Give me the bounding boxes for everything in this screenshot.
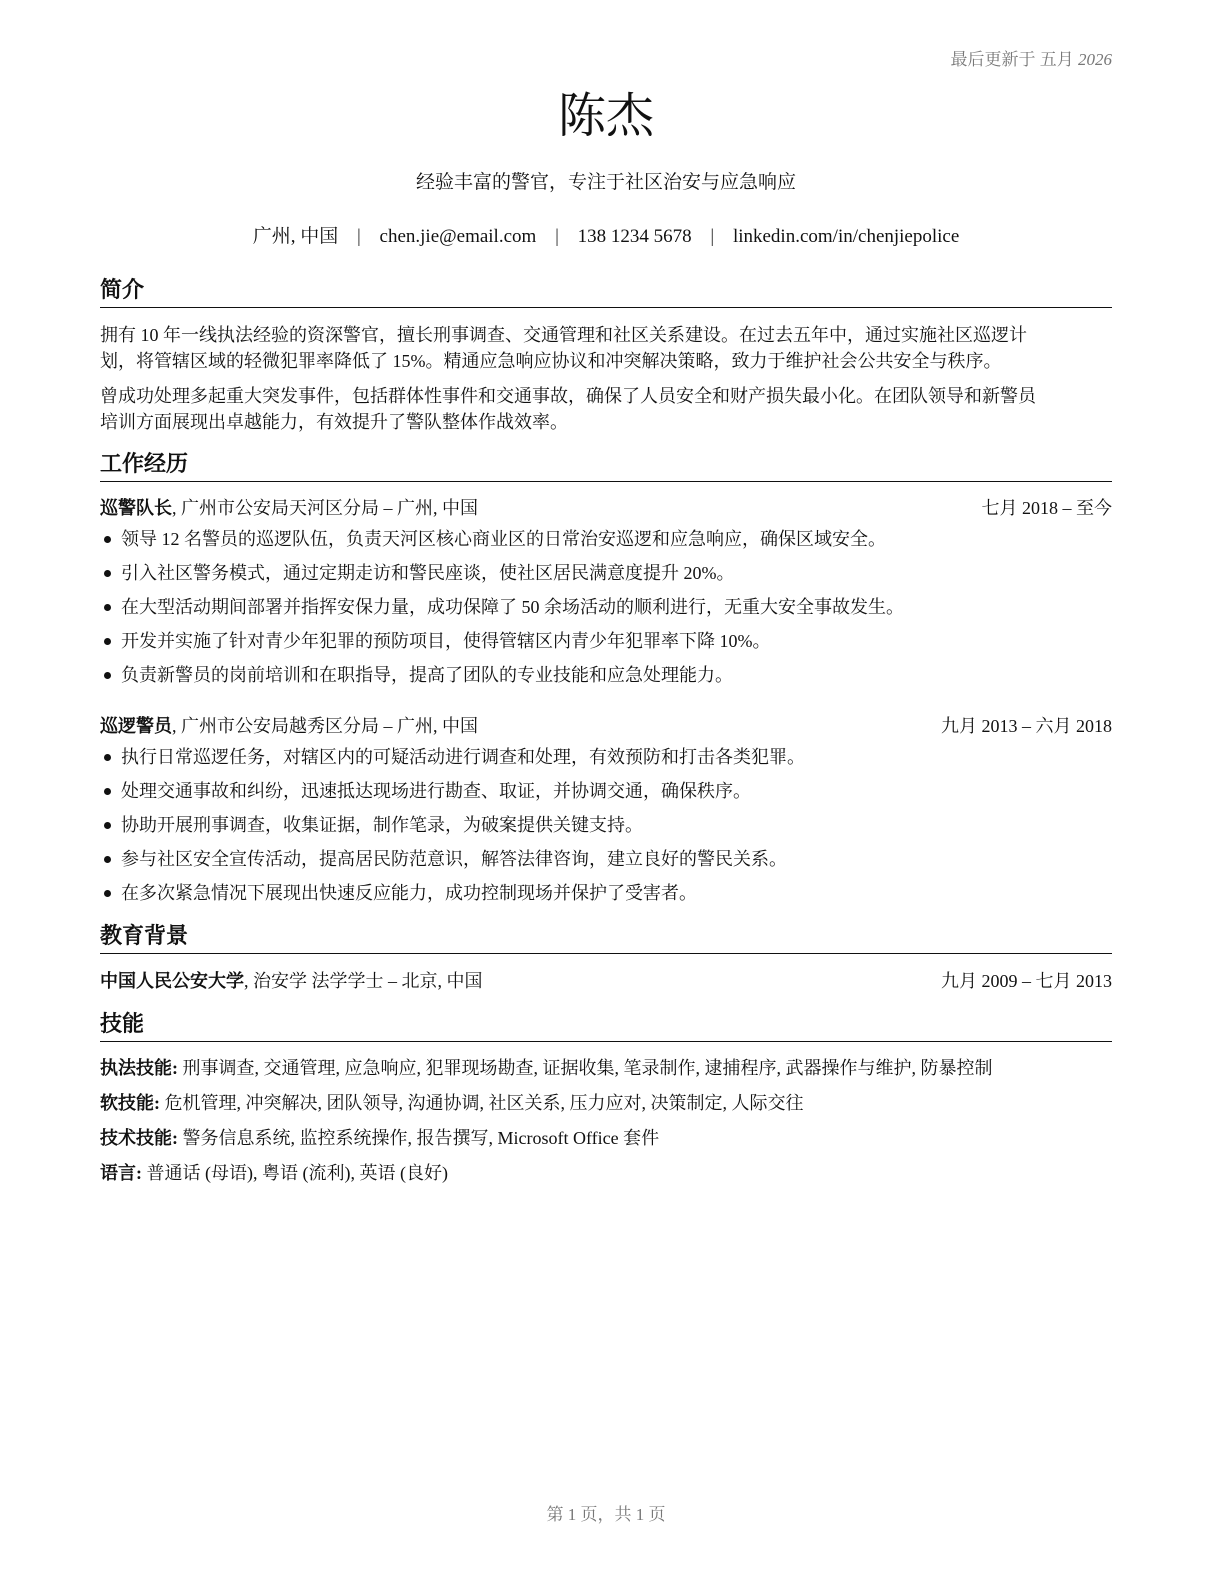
education-entry: [100, 967, 1112, 995]
job-org: , 广州市公安局越秀区分局 – 广州, 中国: [172, 716, 478, 736]
last-updated: [951, 45, 1113, 70]
resume-page: [100, 0, 1112, 1584]
list-item: 协助开展刑事调查，收集证据，制作笔录，为破案提供关键支持。: [100, 810, 1112, 844]
updated-month: 五月: [1039, 50, 1074, 69]
skill-label: 技术技能:: [100, 1128, 178, 1148]
job-header: [100, 494, 1112, 522]
summary-line: 拥有 10 年一线执法经验的资深警官，擅长刑事调查、交通管理和社区关系建设。在过去五年中，通过实施社区巡逻计: [100, 325, 1027, 345]
job-bullets: [100, 524, 1112, 694]
skill-row: [100, 1158, 1112, 1188]
skill-label: 语言:: [100, 1163, 142, 1183]
tagline: 经验丰富的警官，专注于社区治安与应急响应: [415, 172, 796, 193]
list-item: 处理交通事故和纠纷，迅速抵达现场进行勘查、取证，并协调交通，确保秩序。: [100, 776, 1112, 810]
summary-line: 划，将管辖区域的轻微犯罪率降低了 15%。精通应急响应协议和冲突解决策略，致力于维护社会公共安全与秩序。: [100, 351, 1002, 371]
updated-prefix: 最后更新于: [950, 50, 1036, 69]
list-item: 负责新警员的岗前培训和在职指导，提高了团队的专业技能和应急处理能力。: [100, 660, 1112, 694]
summary-line: 培训方面展现出卓越能力，有效提升了警队整体作战效率。: [100, 412, 568, 432]
separator: |: [356, 226, 361, 247]
section-title-experience: 工作经历: [100, 450, 1112, 482]
skill-row: [100, 1123, 1112, 1153]
phone-number: 138 1234 5678: [577, 226, 692, 247]
separator: |: [555, 226, 559, 247]
job-dates: 七月 2018 – 至今: [981, 498, 1112, 518]
skill-value: 普通话 (母语), 粤语 (流利), 英语 (良好): [142, 1163, 448, 1183]
skill-value: 危机管理, 冲突解决, 团队领导, 沟通协调, 社区关系, 压力应对, 决策制定, 人际交往: [160, 1093, 804, 1113]
job-bullets: [100, 742, 1112, 912]
summary-line: 曾成功处理多起重大突发事件，包括群体性事件和交通事故，确保了人员安全和财产损失最小化。在团队领导和新警员: [100, 386, 1036, 406]
list-item: 开发并实施了针对青少年犯罪的预防项目，使得管辖区内青少年犯罪率下降 10%。: [100, 626, 1112, 660]
job-title-org: [100, 712, 478, 740]
skill-row: [100, 1088, 1112, 1118]
list-item: 参与社区安全宣传活动，提高居民防范意识，解答法律咨询，建立良好的警民关系。: [100, 844, 1112, 878]
page-footer: 第 1 页，共 1 页: [546, 1505, 666, 1524]
section-title-education: 教育背景: [100, 922, 1112, 954]
job-org: , 广州市公安局天河区分局 – 广州, 中国: [172, 498, 478, 518]
skill-value: 刑事调查, 交通管理, 应急响应, 犯罪现场勘查, 证据收集, 笔录制作, 逮捕程序, 武器操作与维护, 防暴控制: [178, 1058, 993, 1078]
candidate-name: 陈杰: [557, 88, 654, 144]
job-title-org: [100, 494, 478, 522]
list-item: 引入社区警务模式，通过定期走访和警民座谈，使社区居民满意度提升 20%。: [100, 558, 1112, 592]
education-school-detail: [100, 967, 483, 995]
list-item: 在多次紧急情况下展现出快速反应能力，成功控制现场并保护了受害者。: [100, 878, 1112, 912]
degree-detail: , 治安学 法学学士 – 北京, 中国: [244, 971, 483, 991]
school-name: 中国人民公安大学: [100, 971, 244, 991]
updated-year: 2026: [1078, 50, 1112, 69]
job-role: 巡逻警员: [100, 716, 172, 736]
list-item: 在大型活动期间部署并指挥安保力量，成功保障了 50 余场活动的顺利进行，无重大安全事故发生。: [100, 592, 1112, 626]
job-role: 巡警队长: [100, 498, 172, 518]
location: 广州, 中国: [252, 226, 339, 247]
separator: |: [710, 226, 715, 247]
skill-label: 执法技能:: [100, 1058, 178, 1078]
contact-line: [100, 224, 1112, 250]
skill-row: [100, 1053, 1112, 1083]
section-title-skills: 技能: [100, 1010, 1112, 1042]
job-dates: 九月 2013 – 六月 2018: [941, 716, 1112, 736]
section-title-summary: 简介: [100, 276, 1112, 308]
education-dates: 九月 2009 – 七月 2013: [941, 971, 1112, 991]
email-link[interactable]: chen.jie@email.com: [379, 226, 537, 247]
skill-label: 软技能:: [100, 1093, 160, 1113]
linkedin-link[interactable]: linkedin.com/in/chenjiepolice: [732, 226, 960, 247]
list-item: 执行日常巡逻任务，对辖区内的可疑活动进行调查和处理，有效预防和打击各类犯罪。: [100, 742, 1112, 776]
list-item: 领导 12 名警员的巡逻队伍，负责天河区核心商业区的日常治安巡逻和应急响应，确保区域安全。: [100, 524, 1112, 558]
job-header: [100, 712, 1112, 740]
skill-value: 警务信息系统, 监控系统操作, 报告撰写, Microsoft Office 套件: [178, 1128, 660, 1148]
